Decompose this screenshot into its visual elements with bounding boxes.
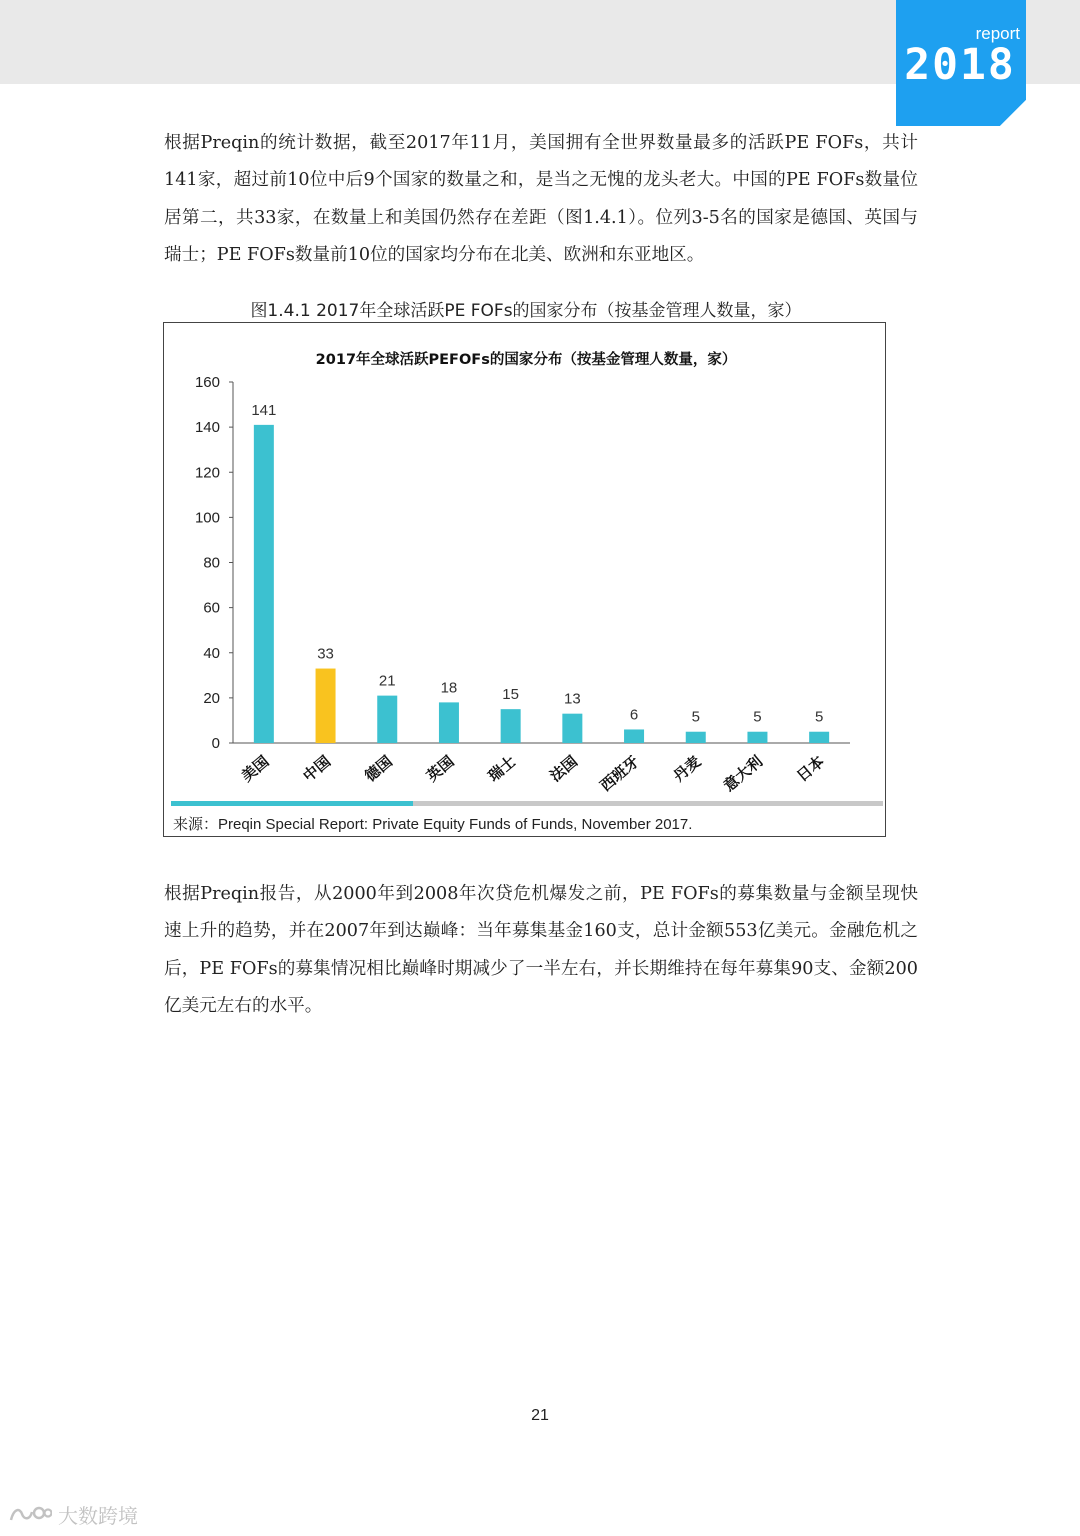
bar-value-label: 5: [814, 708, 824, 726]
page-number: 21: [531, 1407, 549, 1424]
bar: [439, 702, 459, 743]
bar-value-label: 33: [317, 645, 334, 663]
y-tick-label: 0: [211, 735, 220, 752]
bar-value-label: 13: [564, 690, 581, 708]
x-category-label: 瑞士: [484, 752, 520, 786]
bar: [562, 714, 582, 743]
x-category-label: 西班牙: [596, 752, 643, 795]
bar-value-label: 21: [378, 672, 396, 690]
x-category-label: 美国: [237, 752, 273, 786]
bar: [501, 709, 521, 743]
bar-value-label: 15: [502, 686, 519, 704]
y-tick-label: 120: [194, 464, 220, 482]
watermark-text: 大数跨境: [58, 1504, 138, 1528]
x-category-label: 法国: [546, 752, 581, 786]
badge-report-text: report: [975, 24, 1020, 43]
y-tick-label: 140: [194, 419, 220, 437]
x-category-label: 丹麦: [669, 752, 705, 786]
bar: [747, 732, 767, 743]
figure-caption: 图1.4.1 2017年全球活跃PE FOFs的国家分布（按基金管理人数量，家）: [250, 301, 802, 321]
watermark-logo-icon: [8, 1504, 52, 1526]
source-divider-bar: [171, 801, 883, 806]
bar: [377, 696, 397, 743]
bar: [686, 732, 706, 743]
badge-year-text: 2018: [904, 40, 1016, 90]
bar: [809, 732, 829, 743]
bar-value-label: 5: [753, 708, 762, 726]
bar-value-label: 6: [629, 706, 639, 724]
x-category-label: 德国: [361, 752, 396, 786]
y-tick-label: 40: [203, 644, 220, 662]
source-divider-fill: [171, 801, 413, 806]
bar-chart: [164, 323, 887, 838]
bar: [624, 729, 644, 743]
y-tick-label: 160: [194, 374, 220, 391]
y-tick-label: 80: [203, 554, 220, 572]
chart-source: 来源：Preqin Special Report: Private Equity Funds of Funds, November 2017.: [173, 816, 693, 833]
watermark: [8, 1500, 138, 1529]
y-tick-label: 60: [203, 599, 220, 617]
bar: [316, 669, 336, 743]
paragraph-1: 根据Preqin的统计数据，截至2017年11月，美国拥有全世界数量最多的活跃PE FOFs，共计141家，超过前10位中后9个国家的数量之和，是当之无愧的龙头老大。中国的PE FOFs数量位居第二，共33家，在数量上和美国仍然存在差距（图1.4.1）。位列3-5名的国家是德国、英国与瑞士；PE FOFs数量前10位的国家均分布在北美、欧洲和东亚地区。: [164, 133, 918, 266]
y-tick-label: 100: [194, 509, 220, 527]
x-category-label: 中国: [299, 752, 335, 786]
y-tick-label: 20: [203, 689, 220, 707]
x-category-label: 英国: [422, 752, 458, 786]
bar-value-label: 18: [440, 679, 458, 697]
paragraph-2: 根据Preqin报告，从2000年到2008年次贷危机爆发之前，PE FOFs的募集数量与金额呈现快速上升的趋势，并在2007年到达巅峰：当年募集基金160支，总计金额553亿美元。金融危机之后，PE FOFs的募集情况相比巅峰时期减少了一半左右，并长期维持在每年募集90支、金额200亿美元左右的水平。: [164, 884, 918, 1017]
chart-frame: [163, 322, 886, 837]
bar: [254, 425, 274, 743]
x-category-label: 意大利: [719, 752, 767, 795]
report-year-badge: [896, 0, 1026, 126]
bar-value-label: 141: [251, 401, 277, 419]
bar-value-label: 5: [691, 708, 700, 726]
x-category-label: 日本: [793, 752, 828, 786]
chart-title: 2017年全球活跃PEFOFs的国家分布（按基金管理人数量，家）: [315, 352, 737, 368]
